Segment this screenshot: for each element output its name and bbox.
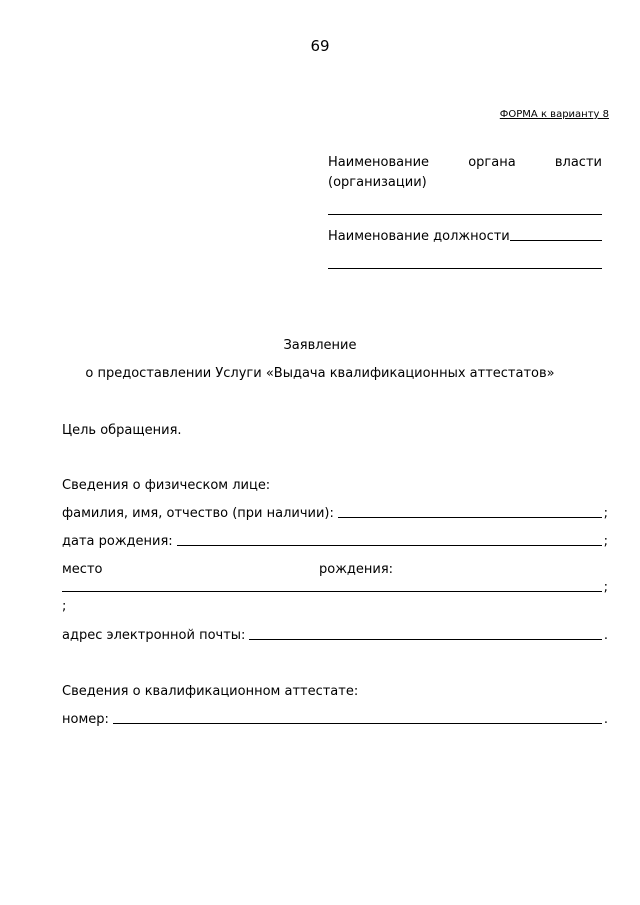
email-label: адрес электронной почты:: [62, 628, 246, 643]
purpose-text: Цель обращения.: [62, 423, 182, 438]
birth-place-label-1: место: [62, 562, 103, 577]
addressee-line-2: (организации): [328, 175, 427, 190]
email-blank-line[interactable]: [249, 639, 601, 640]
addressee-word-3: власти: [554, 155, 602, 170]
addressee-word-1: Наименование: [328, 155, 430, 170]
fio-blank-line[interactable]: [338, 517, 602, 518]
position-row: [328, 229, 602, 244]
addressee-line-1: [328, 155, 602, 170]
addressee-word-2: органа: [468, 155, 516, 170]
position-label: Наименование должности: [328, 229, 510, 244]
birth-place-semicolon: ;: [603, 580, 608, 595]
fio-field[interactable]: [62, 506, 608, 521]
addressee-extra-line[interactable]: [328, 268, 602, 269]
position-blank-line[interactable]: [510, 240, 602, 241]
certificate-number-period: .: [603, 712, 608, 727]
birth-place-field[interactable]: [62, 580, 608, 595]
birth-date-label: дата рождения:: [62, 534, 173, 549]
organization-blank-line[interactable]: [328, 214, 602, 215]
form-label: ФОРМА к варианту 8: [499, 109, 609, 120]
fio-label: фамилия, имя, отчество (при наличии):: [62, 506, 334, 521]
certificate-number-label: номер:: [62, 712, 109, 727]
email-period: .: [603, 628, 608, 643]
birth-date-field[interactable]: [62, 534, 608, 549]
certificate-section-heading: Сведения о квалификационном аттестате:: [62, 684, 359, 699]
certificate-number-field[interactable]: [62, 712, 608, 727]
birth-date-blank-line[interactable]: [177, 545, 602, 546]
document-subtitle: о предоставлении Услуги «Выдача квалификационных аттестатов»: [85, 366, 555, 381]
document-title: Заявление: [283, 338, 357, 353]
fio-semicolon: ;: [603, 506, 608, 521]
person-section-heading: Сведения о физическом лице:: [62, 478, 271, 493]
birth-date-semicolon: ;: [603, 534, 608, 549]
birth-place-label-2: рождения:: [319, 562, 394, 577]
email-field[interactable]: [62, 628, 608, 643]
certificate-number-blank-line[interactable]: [113, 723, 602, 724]
page-number: 69: [310, 37, 330, 55]
birth-place-blank-line[interactable]: [62, 591, 602, 592]
birth-place-extra-semicolon: ;: [62, 599, 67, 614]
